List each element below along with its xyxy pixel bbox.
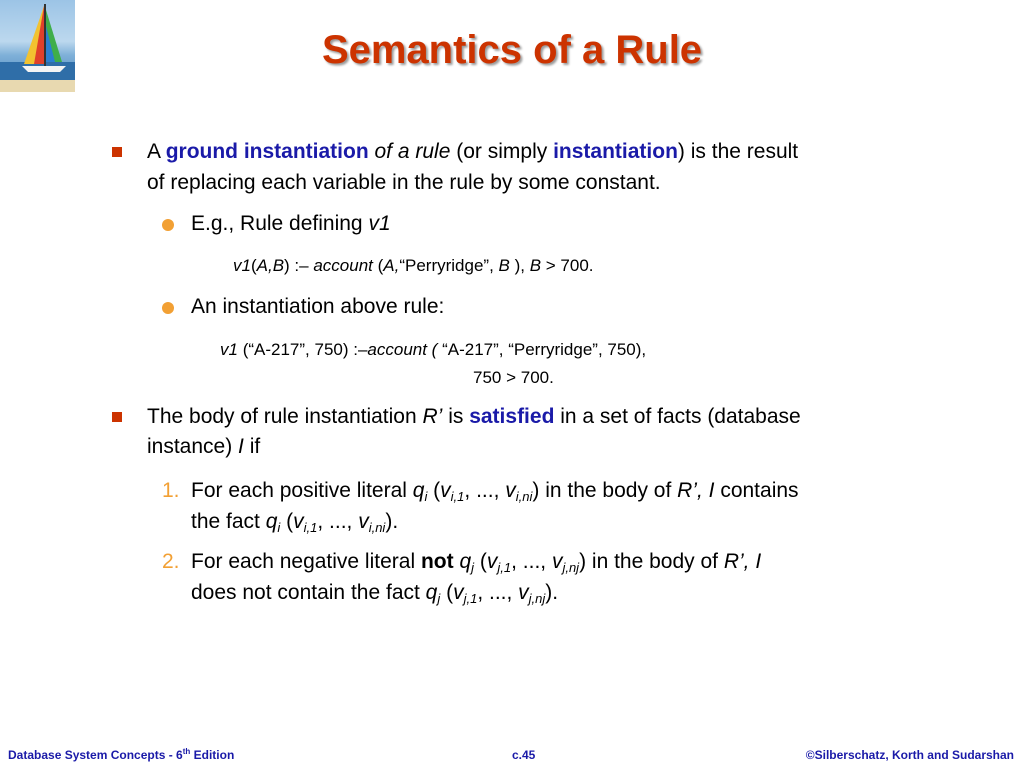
item-2-line-1: For each negative literal not $q_j$ ($v_{j,1}$, ..., $v_{j,nj}$) in the body of R’, I: [191, 550, 762, 575]
square-bullet-icon: [112, 147, 122, 157]
square-bullet-icon: [112, 412, 122, 422]
circle-bullet-icon: [162, 302, 174, 314]
bullet-1-line-1: A ground instantiation of a rule (or simply instantiation) is the result: [147, 140, 799, 163]
sub-bullet-2: An instantiation above rule:: [191, 295, 445, 318]
item-1-line-1: For each positive literal $q_i$ ($v_{i,1}$, ..., $v_{i,ni}$) in the body of R’, I contains: [191, 479, 799, 504]
item-number-1: 1.: [162, 479, 180, 502]
rule-instantiation-line-2: 750 > 700.: [473, 368, 554, 387]
page-title: Semantics of a Rule: [321, 28, 703, 72]
sub-bullet-1: E.g., Rule defining v1: [191, 212, 391, 235]
bullet-2-line-2: instance) I if: [147, 435, 261, 458]
item-2-line-2: does not contain the fact $q_j$ ($v_{j,1}$, ..., $v_{j,nj}$).: [191, 581, 559, 606]
rule-definition: v1(A,B) :– account (A,“Perryridge”, B ), B > 700.: [233, 256, 594, 275]
rule-instantiation-line-1: v1 (“A-217”, 750) :–account ( “A-217”, “Perryridge”, 750),: [220, 340, 647, 359]
footer-copyright: ©Silberschatz, Korth and Sudarshan: [805, 748, 1014, 762]
bullet-2-line-1: The body of rule instantiation R’ is satisfied in a set of facts (database: [147, 405, 801, 428]
footer-page-number: c.45: [512, 748, 536, 762]
item-number-2: 2.: [162, 550, 180, 573]
bullet-1-line-2: of replacing each variable in the rule by some constant.: [147, 171, 661, 194]
circle-bullet-icon: [162, 219, 174, 231]
footer-left: Database System Concepts - 6th Edition: [8, 747, 235, 762]
item-1-line-2: the fact $q_i$ ($v_{i,1}$, ..., $v_{i,ni}$).: [191, 510, 399, 535]
